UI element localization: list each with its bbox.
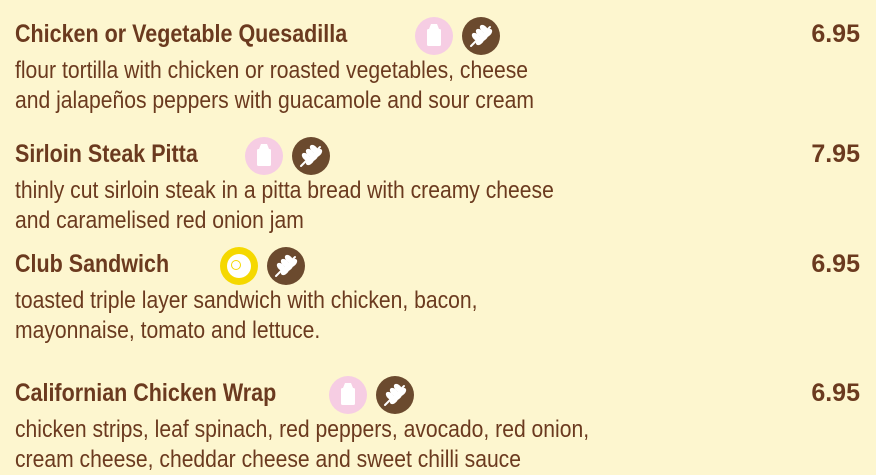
egg-allergen-icon bbox=[219, 246, 259, 286]
item-description-line: mayonnaise, tomato and lettuce. bbox=[15, 317, 321, 344]
menu-item bbox=[15, 246, 860, 346]
item-description-line: flour tortilla with chicken or roasted vegetables, cheese bbox=[15, 57, 529, 84]
menu-item bbox=[15, 16, 860, 116]
gluten-wheat-icon bbox=[266, 246, 306, 286]
item-description-line: cream cheese, cheddar cheese and sweet chilli sauce bbox=[15, 446, 521, 473]
milk-allergen-icon bbox=[414, 16, 454, 56]
item-title: Chicken or Vegetable Quesadilla bbox=[15, 20, 348, 48]
milk-allergen-icon bbox=[328, 375, 368, 415]
menu-item bbox=[15, 375, 860, 475]
gluten-wheat-icon bbox=[375, 375, 415, 415]
item-price: 6.95 bbox=[811, 20, 860, 48]
item-description-line: thinly cut sirloin steak in a pitta bread with creamy cheese bbox=[15, 177, 554, 204]
gluten-wheat-icon bbox=[461, 16, 501, 56]
item-price: 6.95 bbox=[811, 379, 860, 407]
item-title: Californian Chicken Wrap bbox=[15, 379, 277, 407]
item-title: Sirloin Steak Pitta bbox=[15, 140, 198, 168]
item-description-line: chicken strips, leaf spinach, red peppers, avocado, red onion, bbox=[15, 416, 590, 443]
item-description-line: and jalapeños peppers with guacamole and sour cream bbox=[15, 87, 534, 114]
item-description-line: toasted triple layer sandwich with chicken, bacon, bbox=[15, 287, 478, 314]
menu-item bbox=[15, 136, 860, 236]
milk-allergen-icon bbox=[244, 136, 284, 176]
item-description-line: and caramelised red onion jam bbox=[15, 207, 304, 234]
item-price: 7.95 bbox=[811, 140, 860, 168]
item-price: 6.95 bbox=[811, 250, 860, 278]
item-title: Club Sandwich bbox=[15, 250, 170, 278]
gluten-wheat-icon bbox=[291, 136, 331, 176]
